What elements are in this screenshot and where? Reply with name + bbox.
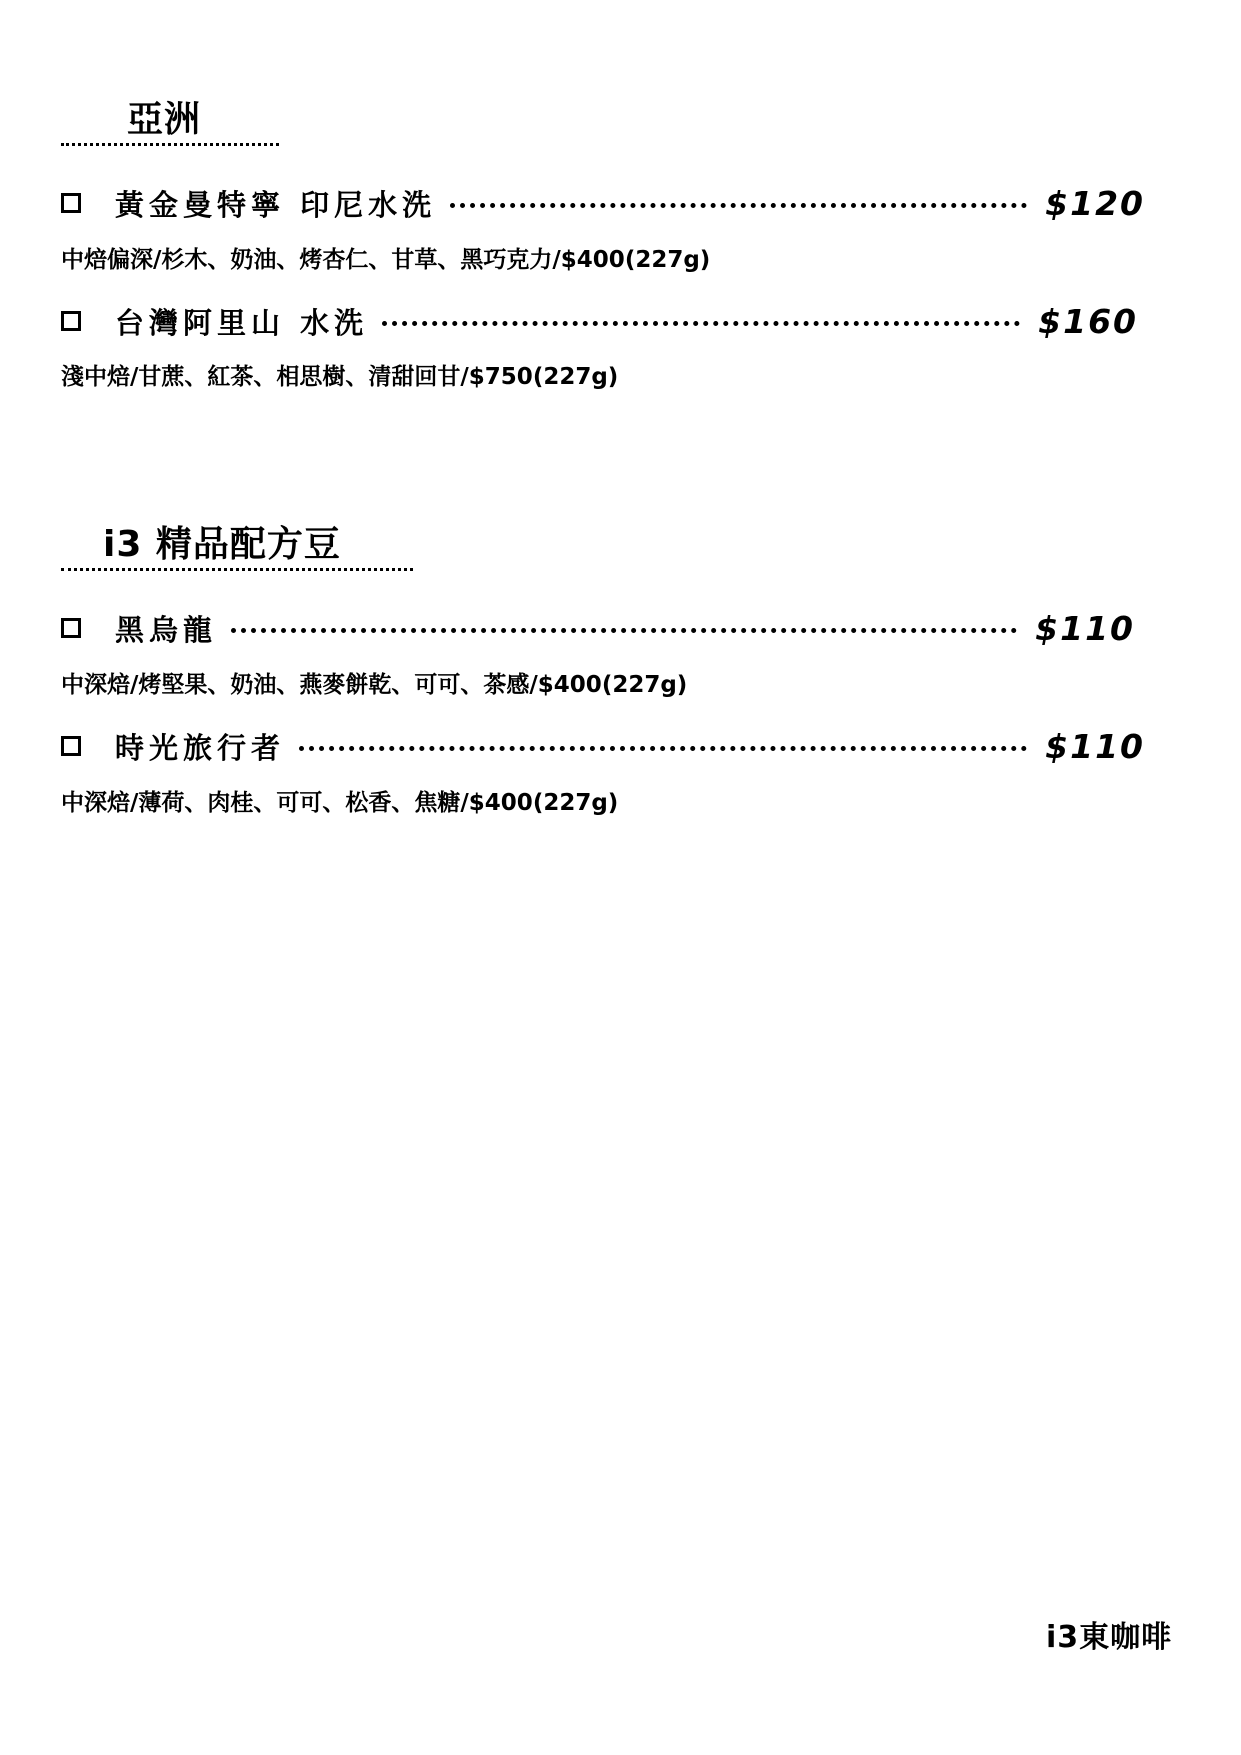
dotted-leader	[299, 746, 1027, 751]
brand-logo: i3東咖啡	[1046, 1620, 1173, 1655]
item-name: 台灣阿里山 水洗	[115, 305, 369, 340]
item-name: 黑烏龍	[115, 612, 218, 647]
item-price: $120	[1045, 183, 1145, 223]
checkbox-icon[interactable]	[61, 193, 81, 213]
dotted-leader	[382, 321, 1020, 326]
item-name: 黃金曼特寧 印尼水洗	[115, 187, 437, 222]
item-price: $110	[1035, 608, 1135, 648]
dotted-leader	[450, 203, 1027, 208]
item-description: 中深焙/烤堅果、奶油、燕麥餅乾、可可、茶感/$400(227g)	[61, 672, 688, 698]
checkbox-icon[interactable]	[61, 736, 81, 756]
title-dotted-underline	[61, 143, 279, 146]
item-description: 中深焙/薄荷、肉桂、可可、松香、焦糖/$400(227g)	[61, 790, 619, 816]
checkbox-icon[interactable]	[61, 618, 81, 638]
menu-item-alishan[interactable]	[61, 299, 1138, 343]
title-dotted-underline	[61, 568, 413, 571]
item-name: 時光旅行者	[115, 730, 286, 765]
item-description: 中焙偏深/杉木、奶油、烤杏仁、甘草、黑巧克力/$400(227g)	[61, 247, 711, 273]
dotted-leader	[231, 628, 1017, 633]
checkbox-icon[interactable]	[61, 311, 81, 331]
menu-item-mandheling[interactable]	[61, 181, 1145, 225]
item-price: $160	[1038, 301, 1138, 341]
section-title-blend: i3 精品配方豆	[61, 525, 341, 565]
item-description: 淺中焙/甘蔗、紅茶、相思樹、清甜回甘/$750(227g)	[61, 364, 619, 390]
section-title-asia: 亞洲	[61, 100, 201, 140]
menu-item-black-oolong[interactable]	[61, 606, 1135, 650]
item-price: $110	[1045, 726, 1145, 766]
menu-item-time-traveler[interactable]	[61, 724, 1145, 768]
